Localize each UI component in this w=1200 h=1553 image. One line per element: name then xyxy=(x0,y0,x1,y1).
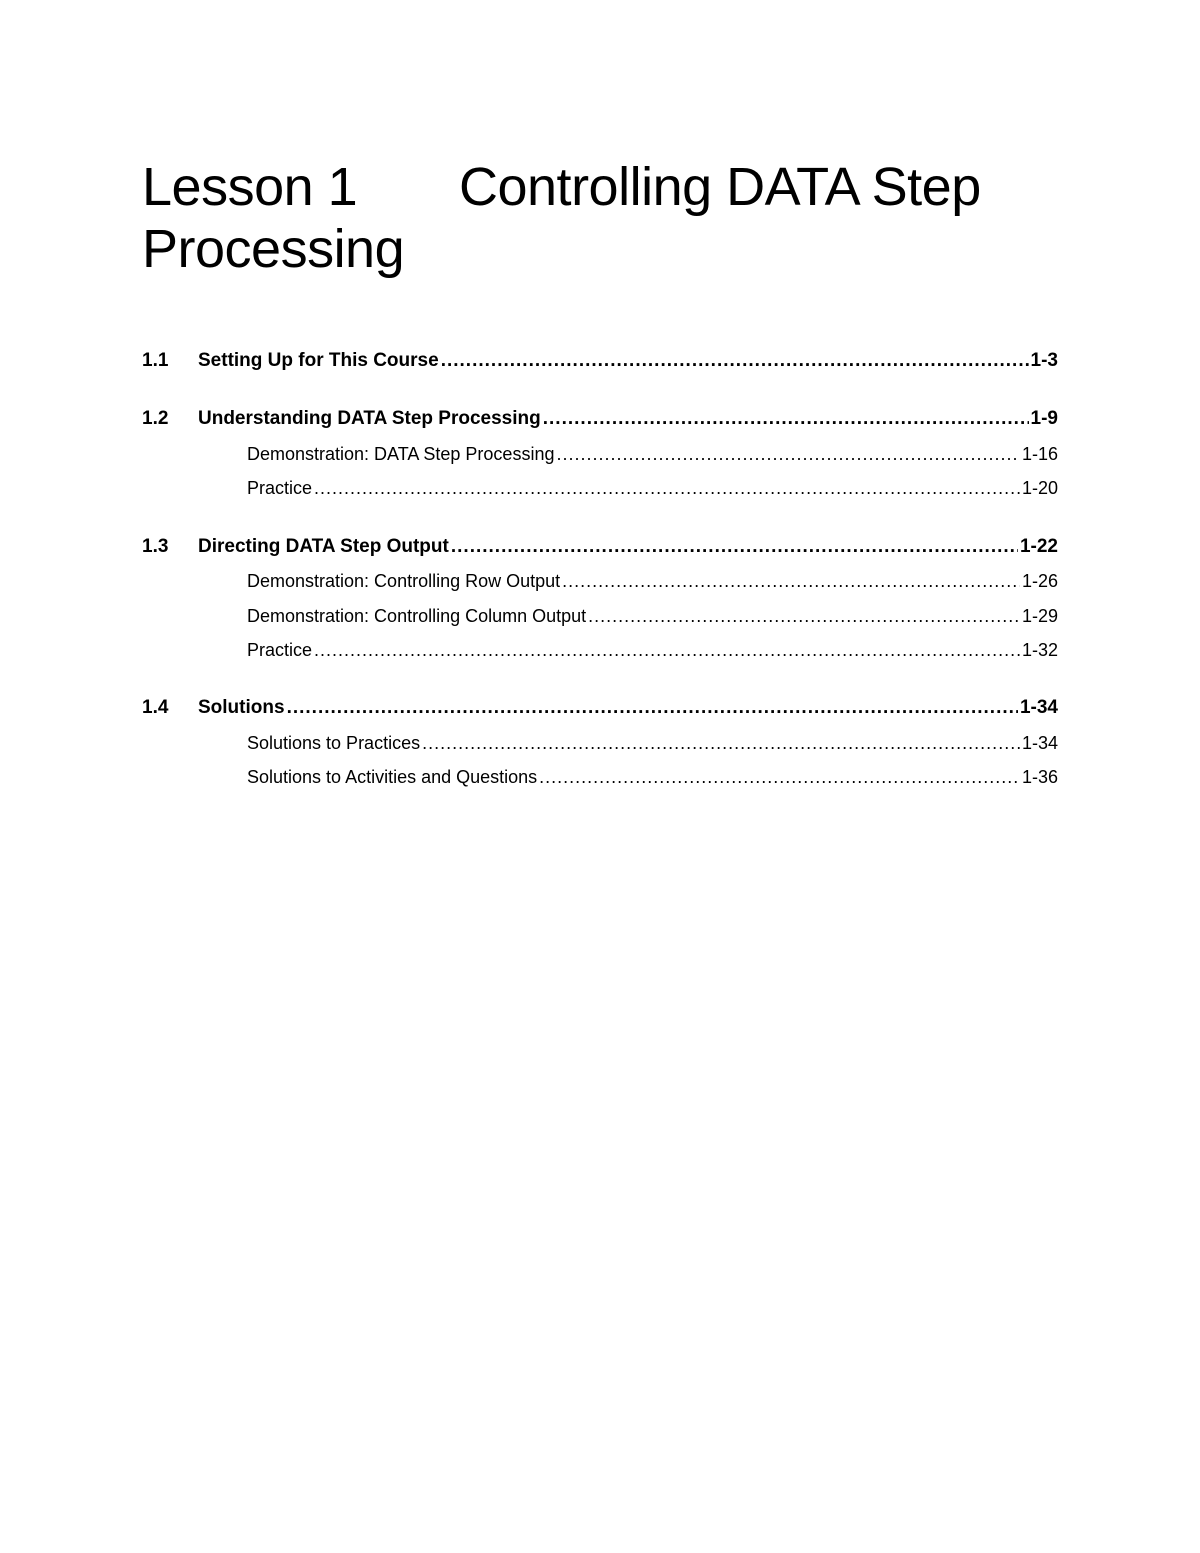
entry-title: Practice xyxy=(247,640,313,660)
section-title: Setting Up for This Course xyxy=(198,350,439,371)
dot-leader xyxy=(441,350,1029,372)
dot-leader xyxy=(562,571,1020,592)
section-page: 1-3 xyxy=(1030,350,1058,371)
entry-page: 1-32 xyxy=(1021,640,1058,660)
toc-entry[interactable] xyxy=(142,640,1058,666)
toc-section-1-3[interactable] xyxy=(142,536,1058,562)
section-number: 1.3 xyxy=(142,536,169,557)
section-title: Solutions xyxy=(198,697,285,718)
entry-page: 1-36 xyxy=(1021,767,1058,787)
lesson-title-line1: Controlling DATA Step xyxy=(459,157,981,217)
dot-leader xyxy=(314,478,1020,499)
toc-entry[interactable] xyxy=(142,571,1058,597)
entry-title: Practice xyxy=(247,478,313,498)
toc-entry[interactable] xyxy=(142,444,1058,470)
toc-entry[interactable] xyxy=(142,478,1058,504)
entry-page: 1-29 xyxy=(1021,606,1058,626)
dot-leader xyxy=(556,444,1020,465)
toc-entry[interactable] xyxy=(142,767,1058,793)
dot-leader xyxy=(539,767,1020,788)
section-number: 1.2 xyxy=(142,408,169,429)
dot-leader xyxy=(588,606,1020,627)
toc-section-1-1[interactable] xyxy=(142,350,1058,376)
dot-leader xyxy=(422,733,1020,754)
entry-title: Demonstration: DATA Step Processing xyxy=(247,444,555,464)
lesson-title-line2: Processing xyxy=(142,219,405,279)
section-number: 1.4 xyxy=(142,697,169,718)
entry-title: Demonstration: Controlling Column Output xyxy=(247,606,587,626)
entry-page: 1-20 xyxy=(1021,478,1058,498)
entry-title: Solutions to Practices xyxy=(247,733,421,753)
section-number: 1.1 xyxy=(142,350,169,371)
section-page: 1-22 xyxy=(1019,536,1058,557)
toc-entry[interactable] xyxy=(142,733,1058,759)
section-page: 1-9 xyxy=(1030,408,1058,429)
dot-leader xyxy=(287,697,1018,719)
toc-section-1-2[interactable] xyxy=(142,408,1058,434)
dot-leader xyxy=(543,408,1029,430)
section-title: Understanding DATA Step Processing xyxy=(198,408,541,429)
dot-leader xyxy=(314,640,1020,661)
entry-page: 1-26 xyxy=(1021,571,1058,591)
lesson-title xyxy=(142,156,1072,280)
section-title: Directing DATA Step Output xyxy=(198,536,449,557)
toc-section-1-4[interactable] xyxy=(142,697,1058,723)
entry-title: Solutions to Activities and Questions xyxy=(247,767,538,787)
entry-page: 1-16 xyxy=(1021,444,1058,464)
toc-entry[interactable] xyxy=(142,606,1058,632)
section-page: 1-34 xyxy=(1019,697,1058,718)
lesson-label: Lesson 1 xyxy=(142,157,358,217)
entry-page: 1-34 xyxy=(1021,733,1058,753)
entry-title: Demonstration: Controlling Row Output xyxy=(247,571,561,591)
dot-leader xyxy=(451,536,1018,558)
